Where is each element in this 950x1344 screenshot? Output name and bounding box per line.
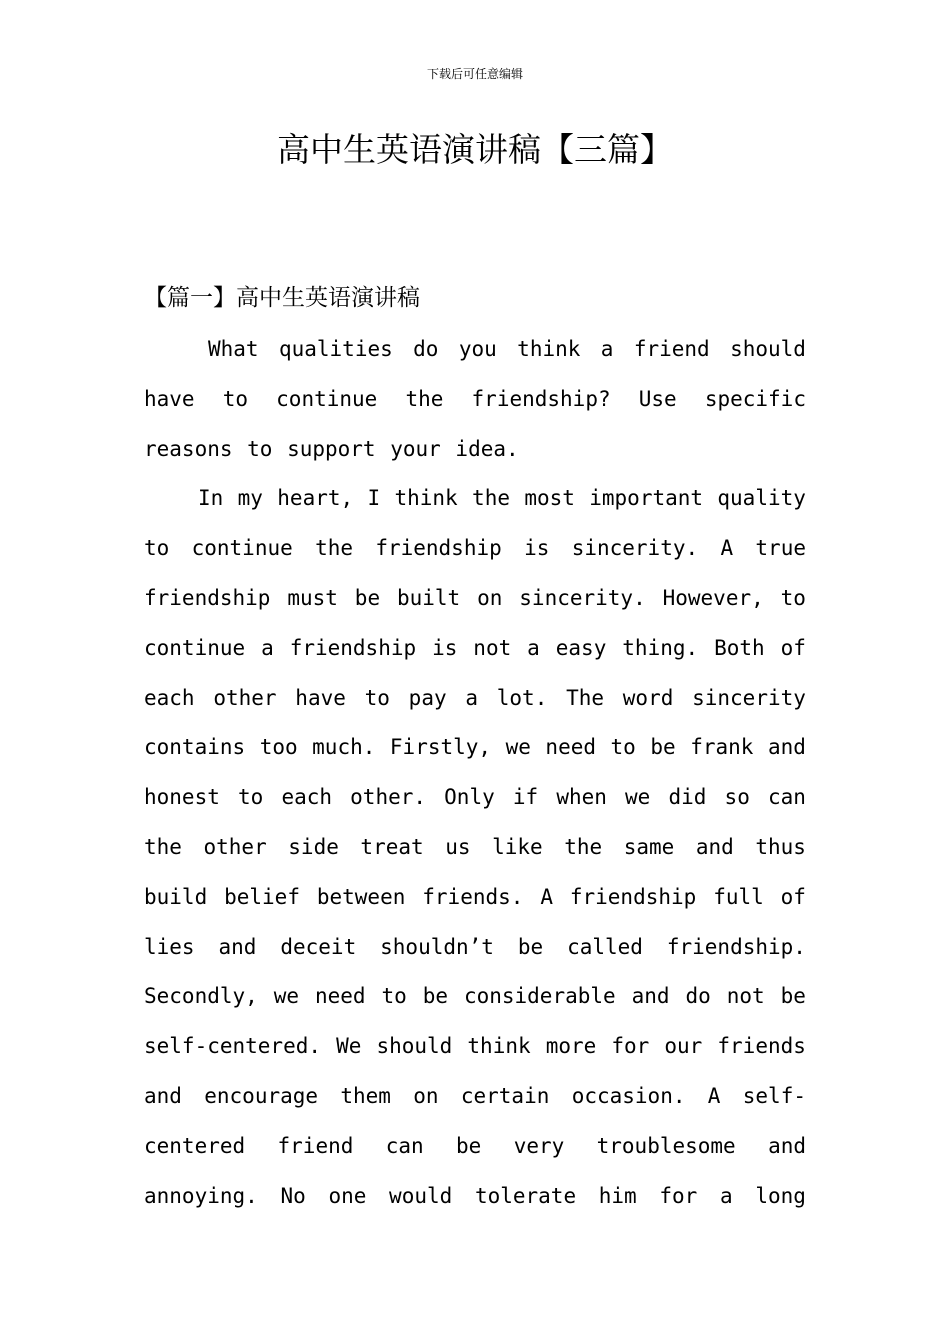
word: not	[726, 984, 765, 1009]
word: be	[517, 934, 544, 959]
word: a	[600, 337, 614, 361]
word: so	[724, 785, 750, 810]
word: to	[222, 386, 249, 411]
word: more	[545, 1034, 597, 1059]
header-note: 下载后可任意编辑	[426, 67, 523, 81]
word: deceit	[280, 934, 357, 959]
word: be	[456, 1133, 482, 1158]
word: friendship	[144, 585, 271, 610]
word: and	[144, 1083, 182, 1108]
word: word	[622, 685, 674, 710]
text-line	[144, 624, 806, 674]
word: certain	[460, 1083, 550, 1108]
word: contains	[144, 735, 246, 760]
word: We	[336, 1034, 362, 1059]
text-line	[144, 524, 806, 574]
word: other	[203, 834, 267, 859]
word: a	[527, 635, 540, 660]
word: would	[389, 1183, 453, 1208]
word: we	[505, 735, 531, 760]
word: honest	[144, 785, 220, 810]
text-line	[144, 923, 806, 973]
text-line	[144, 723, 806, 773]
word: and	[218, 934, 257, 959]
word: side	[288, 834, 339, 859]
word: on	[413, 1083, 439, 1108]
word: too	[259, 735, 298, 760]
text-line	[144, 972, 806, 1022]
word: thing.	[622, 635, 699, 660]
body-text	[144, 325, 806, 1221]
word: A	[540, 884, 553, 909]
word: the	[144, 834, 182, 859]
word: to	[144, 536, 170, 561]
word: self-	[742, 1083, 806, 1108]
word: However,	[662, 585, 764, 610]
word: The	[566, 685, 605, 710]
word: full	[713, 884, 764, 909]
word: the	[472, 486, 510, 511]
word: a	[261, 635, 274, 660]
word: think	[517, 337, 581, 361]
word: No	[280, 1183, 306, 1208]
text-line	[144, 823, 806, 873]
word: need	[314, 984, 366, 1009]
word: do	[413, 337, 439, 361]
word: What	[208, 337, 259, 361]
word: called	[567, 934, 643, 959]
section-heading: 【篇一】高中生英语演讲稿	[144, 285, 420, 311]
word: you	[458, 337, 497, 361]
paragraph	[144, 474, 806, 1221]
paragraph	[144, 325, 806, 474]
word: sincerity.	[571, 536, 699, 561]
word: annoying.	[144, 1183, 258, 1208]
word: belief	[224, 884, 300, 909]
text-line	[144, 574, 806, 624]
word: of	[780, 884, 806, 909]
word: to	[381, 984, 407, 1009]
word: to	[610, 735, 636, 760]
word: him	[598, 1183, 637, 1208]
word: important	[589, 486, 704, 511]
word: friend	[633, 337, 710, 361]
word: us	[445, 834, 471, 859]
word: shouldn’t	[380, 934, 494, 959]
word: think	[394, 486, 458, 511]
text-line	[144, 674, 806, 724]
word: sincerity	[692, 685, 806, 710]
word: continue	[191, 536, 293, 561]
word: be	[780, 984, 806, 1009]
word: true	[755, 536, 806, 561]
word: for	[659, 1183, 698, 1208]
word: should	[730, 337, 806, 361]
word: quality	[717, 486, 806, 511]
word: lot.	[496, 685, 548, 710]
word: be	[354, 585, 381, 610]
word: long	[755, 1183, 806, 1208]
word: lies	[144, 934, 195, 959]
word: the	[315, 536, 354, 561]
word: built	[396, 585, 461, 610]
word: Firstly,	[389, 735, 492, 760]
word: each	[144, 685, 195, 710]
text-line	[144, 1122, 806, 1172]
word: specific	[704, 386, 806, 411]
text-line	[144, 1072, 806, 1122]
word: must	[287, 585, 338, 610]
word: one	[328, 1183, 367, 1208]
word: I	[367, 486, 381, 511]
word: most	[524, 486, 575, 511]
text-line	[144, 873, 806, 923]
word: we	[625, 785, 651, 810]
word: do	[685, 984, 711, 1009]
word: build	[144, 884, 208, 909]
word: friends.	[422, 884, 524, 909]
word: each	[281, 785, 333, 810]
word: easy	[555, 635, 607, 660]
word: friendship.	[666, 934, 806, 959]
word: when	[556, 785, 607, 810]
word: for	[611, 1034, 650, 1059]
word: pay	[408, 685, 447, 710]
word: friendship?	[471, 386, 611, 411]
word: heart,	[277, 486, 354, 511]
word: sincerity.	[519, 585, 646, 610]
word: we	[273, 984, 300, 1009]
word: Use	[638, 386, 677, 411]
word: very	[513, 1133, 565, 1158]
word: can	[767, 785, 806, 810]
word: the	[564, 834, 603, 859]
word: and	[767, 735, 806, 760]
word: be	[422, 984, 449, 1009]
word: friendship	[569, 884, 697, 909]
word: did	[668, 785, 707, 810]
word: qualities	[278, 337, 393, 361]
word: thus	[755, 834, 806, 859]
word: is	[524, 536, 550, 561]
word: think	[467, 1034, 531, 1059]
word: self-centered.	[144, 1034, 322, 1059]
word: Secondly,	[144, 984, 258, 1009]
text-line	[144, 325, 806, 375]
word: be	[650, 735, 676, 760]
text-line	[144, 375, 806, 425]
word: Only	[444, 785, 495, 810]
word: In	[198, 486, 224, 511]
word: of	[780, 635, 806, 660]
word: Both	[714, 635, 765, 660]
word: have	[144, 386, 195, 411]
word: can	[385, 1133, 424, 1158]
word: same	[623, 834, 675, 859]
text-line	[144, 1022, 806, 1072]
word: other.	[350, 785, 427, 810]
document-title: 高中生英语演讲稿【三篇】	[277, 130, 673, 169]
text-line: reasons to support your idea.	[144, 436, 519, 461]
word: need	[545, 735, 596, 760]
word: frank	[690, 735, 754, 760]
text-line	[144, 1172, 806, 1222]
word: and	[768, 1133, 806, 1158]
word: not	[473, 635, 512, 660]
word: friends	[717, 1034, 806, 1059]
word: have	[295, 685, 346, 710]
word: much.	[312, 735, 376, 760]
word: them	[340, 1083, 391, 1108]
word: continue	[144, 635, 246, 660]
word: centered	[144, 1133, 246, 1158]
word: continue	[276, 386, 378, 411]
word: friendship	[375, 536, 502, 561]
word: like	[492, 834, 543, 859]
word: tolerate	[474, 1183, 577, 1208]
word: should	[376, 1034, 453, 1059]
word: to	[238, 785, 264, 810]
word: a	[719, 1183, 733, 1208]
word: treat	[360, 834, 424, 859]
word: friend	[277, 1133, 354, 1158]
word: on	[477, 585, 503, 610]
word: A	[707, 1083, 721, 1108]
word: encourage	[204, 1083, 319, 1108]
word: considerable	[463, 984, 616, 1009]
text-line	[144, 474, 806, 524]
word: the	[405, 386, 444, 411]
word: occasion.	[571, 1083, 686, 1108]
word: troublesome	[596, 1133, 736, 1158]
word: is	[432, 635, 458, 660]
word: and	[695, 834, 734, 859]
text-line	[144, 773, 806, 823]
word: to	[364, 685, 390, 710]
word: if	[512, 785, 539, 810]
word: A	[720, 536, 734, 561]
word: other	[213, 685, 277, 710]
word: my	[237, 486, 263, 511]
word: between	[316, 884, 406, 909]
word: our	[664, 1034, 703, 1059]
word: a	[465, 685, 479, 710]
word: and	[631, 984, 670, 1009]
word: friendship	[289, 635, 417, 660]
word: to	[780, 585, 806, 610]
